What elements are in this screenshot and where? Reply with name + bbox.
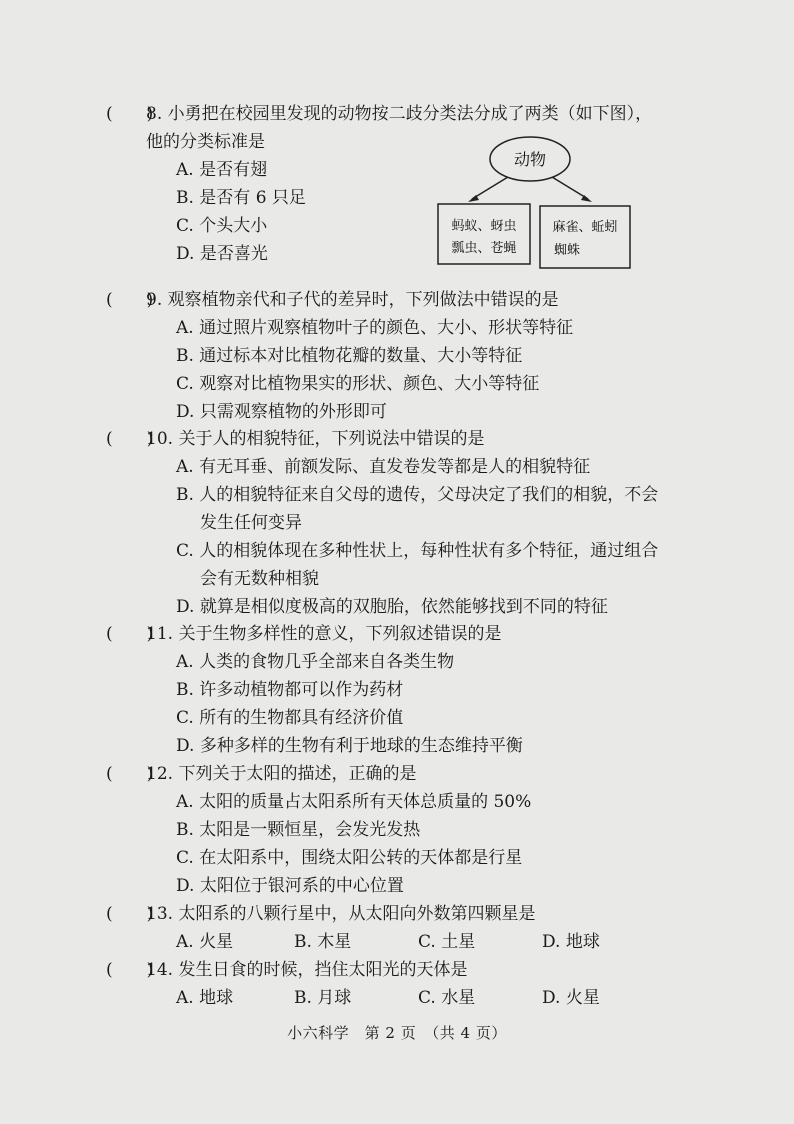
option-b-continued: 发生任何变异: [200, 513, 302, 533]
answer-paren: ( ): [106, 624, 154, 644]
question-12-stem: ( ) 12. 下列关于太阳的描述，正确的是: [106, 760, 531, 788]
question-8-stem: ( ) 8. 小勇把在校园里发现的动物按二歧分类法分成了两类（如下图），: [106, 100, 652, 128]
question-13: [106, 900, 600, 956]
answer-paren: ( ): [106, 104, 154, 124]
option-a: A. 火星: [176, 932, 234, 952]
question-11: [106, 620, 523, 760]
question-9: [106, 286, 573, 426]
question-9-stem: ( ) 9. 观察植物亲代和子代的差异时，下列做法中错误的是: [106, 286, 573, 314]
question-13-options: [106, 928, 600, 956]
question-14-options: [106, 984, 600, 1012]
option-d: D. 就算是相似度极高的双胞胎，依然能够找到不同的特征: [176, 597, 608, 617]
option-a: A. 人类的食物几乎全部来自各类生物: [176, 652, 455, 672]
question-11-stem: ( ) 11. 关于生物多样性的意义，下列叙述错误的是: [106, 620, 523, 648]
option-a: A. 通过照片观察植物叶子的颜色、大小、形状等特征: [176, 318, 574, 338]
question-12: [106, 760, 531, 900]
diagram-arrow-left: [472, 177, 508, 199]
option-b: B. 人的相貌特征来自父母的遗传，父母决定了我们的相貌，不会: [176, 485, 659, 505]
option-d: D. 火星: [542, 988, 600, 1008]
diagram-arrow-right: [552, 177, 588, 199]
question-10: [106, 425, 658, 621]
question-13-stem: ( ) 13. 太阳系的八颗行星中，从太阳向外数第四颗星是: [106, 900, 600, 928]
option-d: D. 是否喜光: [176, 244, 268, 264]
answer-paren: ( ): [106, 960, 154, 980]
answer-paren: ( ): [106, 904, 154, 924]
answer-paren: ( ): [106, 429, 154, 449]
option-c: C. 所有的生物都具有经济价值: [176, 708, 404, 728]
option-b: B. 许多动植物都可以作为药材: [176, 680, 404, 700]
option-a: A. 太阳的质量占太阳系所有天体总质量的 50%: [176, 792, 532, 812]
question-10-stem: ( ) 10. 关于人的相貌特征，下列说法中错误的是: [106, 425, 658, 453]
option-b: B. 木星: [294, 932, 352, 952]
option-a: A. 地球: [176, 988, 234, 1008]
option-b: B. 月球: [294, 988, 352, 1008]
option-c: C. 观察对比植物果实的形状、颜色、大小等特征: [176, 374, 540, 394]
option-c: C. 在太阳系中，围绕太阳公转的天体都是行星: [176, 848, 523, 868]
answer-paren: ( ): [106, 290, 154, 310]
answer-paren: ( ): [106, 764, 154, 784]
option-b: B. 是否有 6 只足: [176, 188, 306, 208]
question-14: [106, 956, 600, 1012]
classification-diagram: [430, 132, 650, 274]
page-footer: 小六科学 第 2 页 （共 4 页）: [287, 1024, 507, 1042]
diagram-left-line2: 瓢虫、苍蝇: [451, 241, 517, 256]
option-d: D. 太阳位于银河系的中心位置: [176, 876, 404, 896]
option-c: C. 土星: [418, 932, 476, 952]
option-d: D. 地球: [542, 932, 600, 952]
question-14-stem: ( ) 14. 发生日食的时候，挡住太阳光的天体是: [106, 956, 600, 984]
option-b: B. 太阳是一颗恒星，会发光发热: [176, 820, 421, 840]
option-b: B. 通过标本对比植物花瓣的数量、大小等特征: [176, 346, 523, 366]
diagram-left-line1: 蚂蚁、蚜虫: [451, 219, 517, 234]
diagram-root-label: 动物: [513, 150, 547, 169]
question-8-stem-line2: 他的分类标准是: [146, 132, 265, 152]
option-c: C. 个头大小: [176, 216, 268, 236]
option-c: C. 人的相貌体现在多种性状上，每种性状有多个特征，通过组合: [176, 541, 659, 561]
diagram-right-line1: 麻雀、蚯蚓: [552, 220, 618, 235]
diagram-right-box: [540, 206, 630, 268]
option-d: D. 只需观察植物的外形即可: [176, 402, 387, 422]
diagram-right-line2: 蜘蛛: [554, 243, 581, 258]
option-c: C. 水星: [418, 988, 476, 1008]
option-d: D. 多种多样的生物有利于地球的生态维持平衡: [176, 736, 523, 756]
option-a: A. 有无耳垂、前额发际、直发卷发等都是人的相貌特征: [176, 457, 591, 477]
option-c-continued: 会有无数种相貌: [200, 569, 319, 589]
option-a: A. 是否有翅: [176, 160, 268, 180]
